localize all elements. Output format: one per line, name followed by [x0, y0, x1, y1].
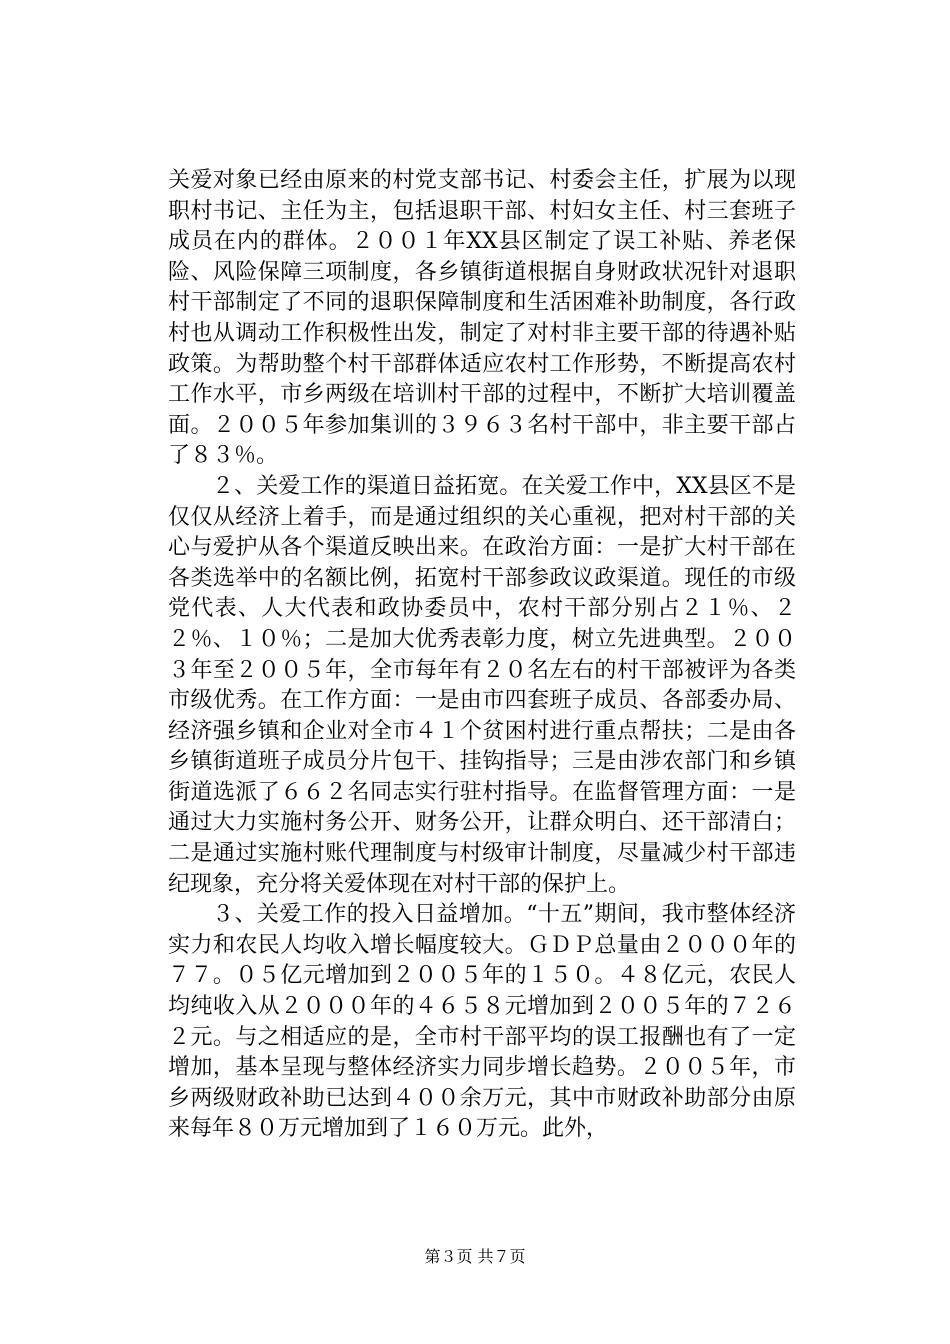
page-number-label: 第３页 共７页 — [424, 1247, 526, 1266]
document-body — [168, 166, 796, 1145]
paragraph-3: ３、关爱工作的投入日益增加。“十五”期间，我市整体经济实力和农民人均收入增长幅度较大。ＧＤＰ总量由２０００年的７７。０５亿元增加到２００５年的１５０。４８亿元，农民人均纯收入从２０００年的４６５８元增加到２００５年的７２６２元。与之相适应的是，全市村干部平均的误工报酬也有了一定增加，基本呈现与整体经济实力同步增长趋势。２００５年，市乡两级财政补助已达到４００余万元，其中市财政补助部分由原来每年８０万元增加到了１６０万元。此外， — [168, 902, 796, 1142]
page-footer — [0, 1244, 950, 1267]
paragraph-2: ２、关爱工作的渠道日益拓宽。在关爱工作中，XX县区不是仅仅从经济上着手，而是通过组织的关心重视，把对村干部的关心与爱护从各个渠道反映出来。在政治方面：一是扩大村干部在各类选举中的名额比例，拓宽村干部参政议政渠道。现任的市级党代表、人大代表和政协委员中，农村干部分别占２１％、２２％、１０％；二是加大优秀表彰力度，树立先进典型。２００３年至２００５年，全市每年有２０名左右的村干部被评为各类市级优秀。在工作方面：一是由市四套班子成员、各部委办局、经济强乡镇和企业对全市４１个贫困村进行重点帮扶；二是由各乡镇街道班子成员分片包干、挂钩指导；三是由涉农部门和乡镇街道选派了６６２名同志实行驻村指导。在监督管理方面：一是通过大力实施村务公开、财务公开，让群众明白、还干部清白；二是通过实施村账代理制度与村级审计制度，尽量减少村干部违纪现象，充分将关爱体现在对村干部的保护上。 — [168, 473, 796, 897]
paragraph-1: 关爱对象已经由原来的村党支部书记、村委会主任，扩展为以现职村书记、主任为主，包括退职干部、村妇女主任、村三套班子成员在内的群体。２００１年XX县区制定了误工补贴、养老保险、风险保障三项制度，各乡镇街道根据自身财政状况针对退职村干部制定了不同的退职保障制度和生活困难补助制度，各行政村也从调动工作积极性出发，制定了对村非主要干部的待遇补贴政策。为帮助整个村干部群体适应农村工作形势，不断提高农村工作水平，市乡两级在培训村干部的过程中，不断扩大培训覆盖面。２００５年参加集训的３９６３名村干部中，非主要干部占了８３％。 — [168, 168, 796, 469]
